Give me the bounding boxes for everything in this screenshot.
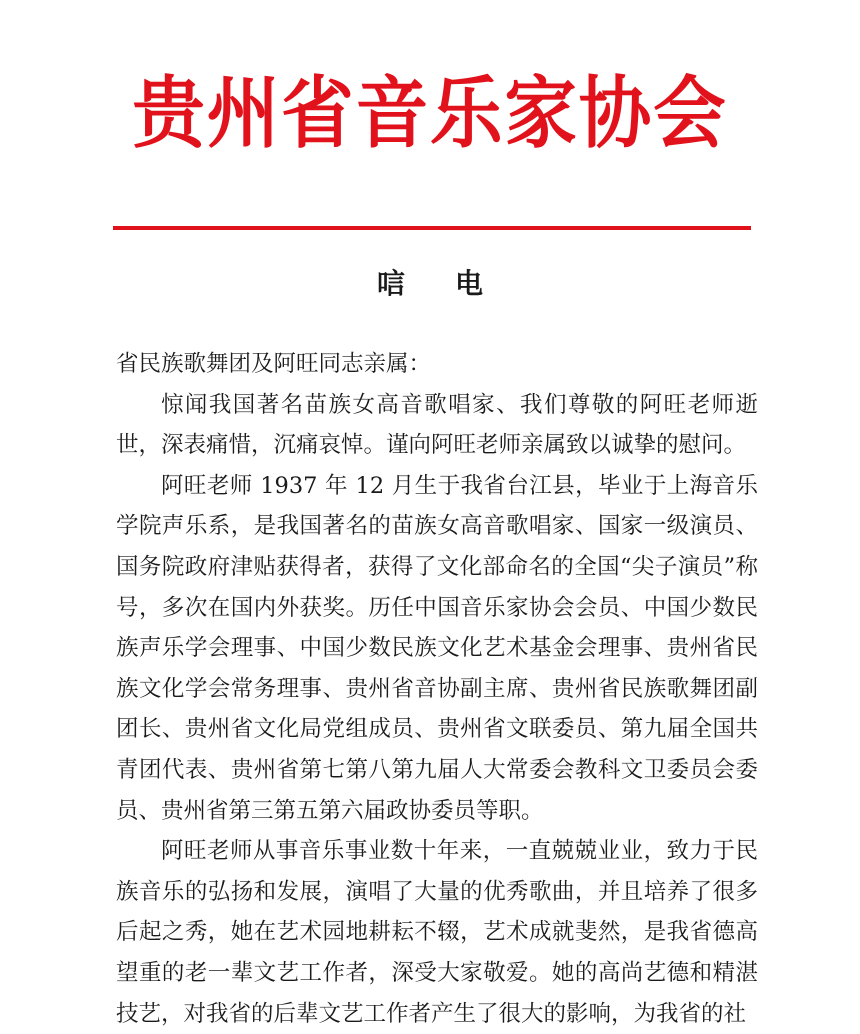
document-body <box>116 344 758 1034</box>
paragraph-biography: 阿旺老师 1937 年 12 月生于我省台江县，毕业于上海音乐学院声乐系，是我国著名的苗族女高音歌唱家、国家一级演员、国务院政府津贴获得者，获得了文化部命名的全国“尖子演员”称号，多次在国内外获奖。历任中国音乐家协会会员、中国少数民族声乐学会理事、中国少数民族文化艺术基金会理事、贵州省民族文化学会常务理事、贵州省音协副主席、贵州省民族歌舞团副团长、贵州省文化局党组成员、贵州省文联委员、第九届全国共青团代表、贵州省第七第八第九届人大常委会教科文卫委员会委员、贵州省第三第五第六届政协委员等职。 <box>116 472 758 824</box>
paragraph-achievements: 阿旺老师从事音乐事业数十年来，一直兢兢业业，致力于民族音乐的弘扬和发展，演唱了大量的优秀歌曲，并且培养了很多后起之秀，她在艺术园地耕耘不辍，艺术成就斐然，是我省德高望重的老一辈文艺工作者，深受大家敬爱。她的高尚艺德和精湛技艺，对我省的后辈文艺工作者产生了很大的影响，为我省的社 <box>116 838 758 1027</box>
letterhead-title: 贵州省音乐家协会 <box>132 69 728 159</box>
paragraph-condolence: 惊闻我国著名苗族女高音歌唱家、我们尊敬的阿旺老师逝世，深表痛惜，沉痛哀悼。谨向阿旺老师亲属致以诚挚的慰问。 <box>116 391 758 459</box>
salutation: 省民族歌舞团及阿旺同志亲属： <box>116 351 432 377</box>
letterhead-divider <box>113 226 751 230</box>
document-title: 唁电 <box>376 267 533 300</box>
